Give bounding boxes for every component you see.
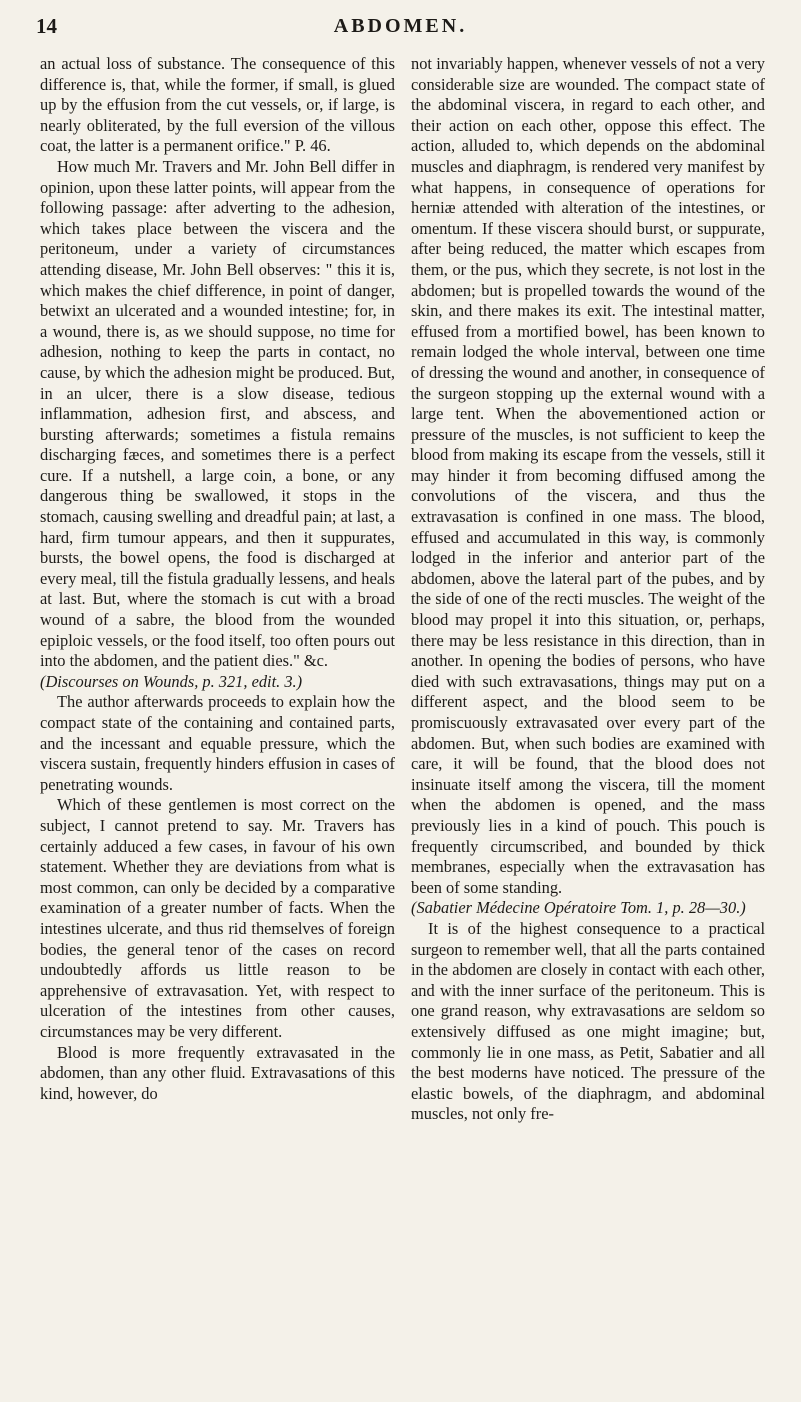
paragraph: an actual loss of substance. The consequence of this difference is, that, while the former, if small, is glued up by the effusion from the cut vessels, or, if large, is nearly obliterated, by the full eversion of the villous coat, the latter is a permanent orifice." P. 46.: [40, 54, 395, 156]
paragraph: Blood is more frequently extravasated in the abdomen, than any other fluid. Extravasations of this kind, however, do: [40, 1042, 395, 1103]
paragraph: How much Mr. Travers and Mr. John Bell differ in opinion, upon these latter points, will appear from the following passage: after adverting to the adhesion, which takes place between the viscera and the peritoneum, under a variety of circumstances attending disease, Mr. John Bell observes: " this it is, which makes the chief difference, in point of danger, betwixt an ulcerated and a wounded intestine; for, in a wound, there is, as we should suppose, no time for adhesion, nothing to keep the parts in contact, no cause, by which the adhesion might be produced. But, in an ulcer, there is a slow disease, tedious inflammation, adhesion first, and abscess, and bursting afterwards; sometimes a fistula remains discharging fæces, and sometimes there is a perfect cure. If a nutshell, a large coin, a bone, or any dangerous thing be swallowed, it stops in the stomach, causing swelling and dreadful pain; at last, a hard, firm tumour appears, and then it suppurates, bursts, the bowel opens, the food is discharged at every meal, till the fistula gradually lessens, and heals at last. But, where the stomach is cut with a broad wound of a sabre, the blood from the wounded epiploic vessels, or the food itself, too often pours out into the abdomen, and the patient dies." &c.: [40, 156, 395, 671]
running-title: ABDOMEN.: [333, 15, 468, 37]
right-column: [411, 54, 765, 1125]
page-number: 14: [36, 14, 57, 38]
citation: (Discourses on Wounds, p. 321, edit. 3.): [40, 671, 303, 691]
citation: (Sabatier Médecine Opératoire Tom. 1, p. 28—30.): [411, 898, 746, 918]
left-column: [40, 54, 395, 1104]
paragraph: Which of these gentlemen is most correct on the subject, I cannot pretend to say. Mr. Travers has certainly adduced a few cases, in favour of his own statement. Whether they are deviations from what is most common, can only be decided by a comparative examination of a greater number of facts. When the intestines ulcerate, and thus rid themselves of foreign bodies, the general tenor of the cases on record undoubtedly affords us little reason to be apprehensive of extravasation. Yet, with respect to ulceration of the intestines from other causes, circumstances may be very different.: [40, 795, 395, 1041]
paragraph: not invariably happen, whenever vessels of not a very considerable size are wounded. The compact state of the abdominal viscera, in regard to each other, and their action on each other, oppose this effect. The action, alluded to, which depends on the abdominal muscles and diaphragm, is rendered very manifest by what happens, in consequence of operations for herniæ attended with alteration of the intestines, or omentum. If these viscera should burst, or suppurate, after being reduced, the matter which escapes from them, or the pus, which they secrete, is not lost in the abdomen; but is propelled towards the wound of the skin, and there makes its exit. The intestinal matter, effused from a mortified bowel, has been known to remain lodged the whole interval, between one time of dressing the wound and another, in consequence of the surgeon stopping up the external wound with a large tent. When the abovementioned action or pressure of the muscles, is not sufficient to keep the blood from making its escape from the vessels, still it may hinder it from becoming diffused among the convolutions of the viscera, and thus the extravasation is confined in one mass. The blood, effused and accumulated in this way, is commonly lodged in the inferior and anterior part of the abdomen, above the lateral part of the pubes, and by the side of one of the recti muscles. The weight of the blood may propel it into this situation, or, perhaps, there may be less resistance in this direction, than in another. In opening the bodies of persons, who have died with such extravasations, things may put on a different aspect, and the blood seem to be promiscuously extravasated over every part of the abdomen. But, when such bodies are examined with care, it will be found, that the blood does not insinuate itself among the viscera, till the moment when the abdomen is opened, and the mass previously lies in a kind of pouch. This pouch is frequently circumscribed, and bounded by thick membranes, especially when the extravasation has been of some standing.: [411, 54, 765, 897]
page-header: [36, 14, 765, 44]
paragraph: The author afterwards proceeds to explain how the compact state of the containing and contained parts, and the incessant and equable pressure, which the viscera sustain, frequently hinders effusion in cases of penetrating wounds.: [40, 692, 395, 794]
paragraph: It is of the highest consequence to a practical surgeon to remember well, that all the parts contained in the abdomen are closely in contact with each other, and with the inner surface of the peritoneum. This is one grand reason, why extravasations are seldom so extensively diffused as one might imagine; but, commonly lie in one mass, as Petit, Sabatier and all the best moderns have noticed. The pressure of the elastic bowels, of the diaphragm, and abdominal muscles, not only fre-: [411, 918, 765, 1124]
